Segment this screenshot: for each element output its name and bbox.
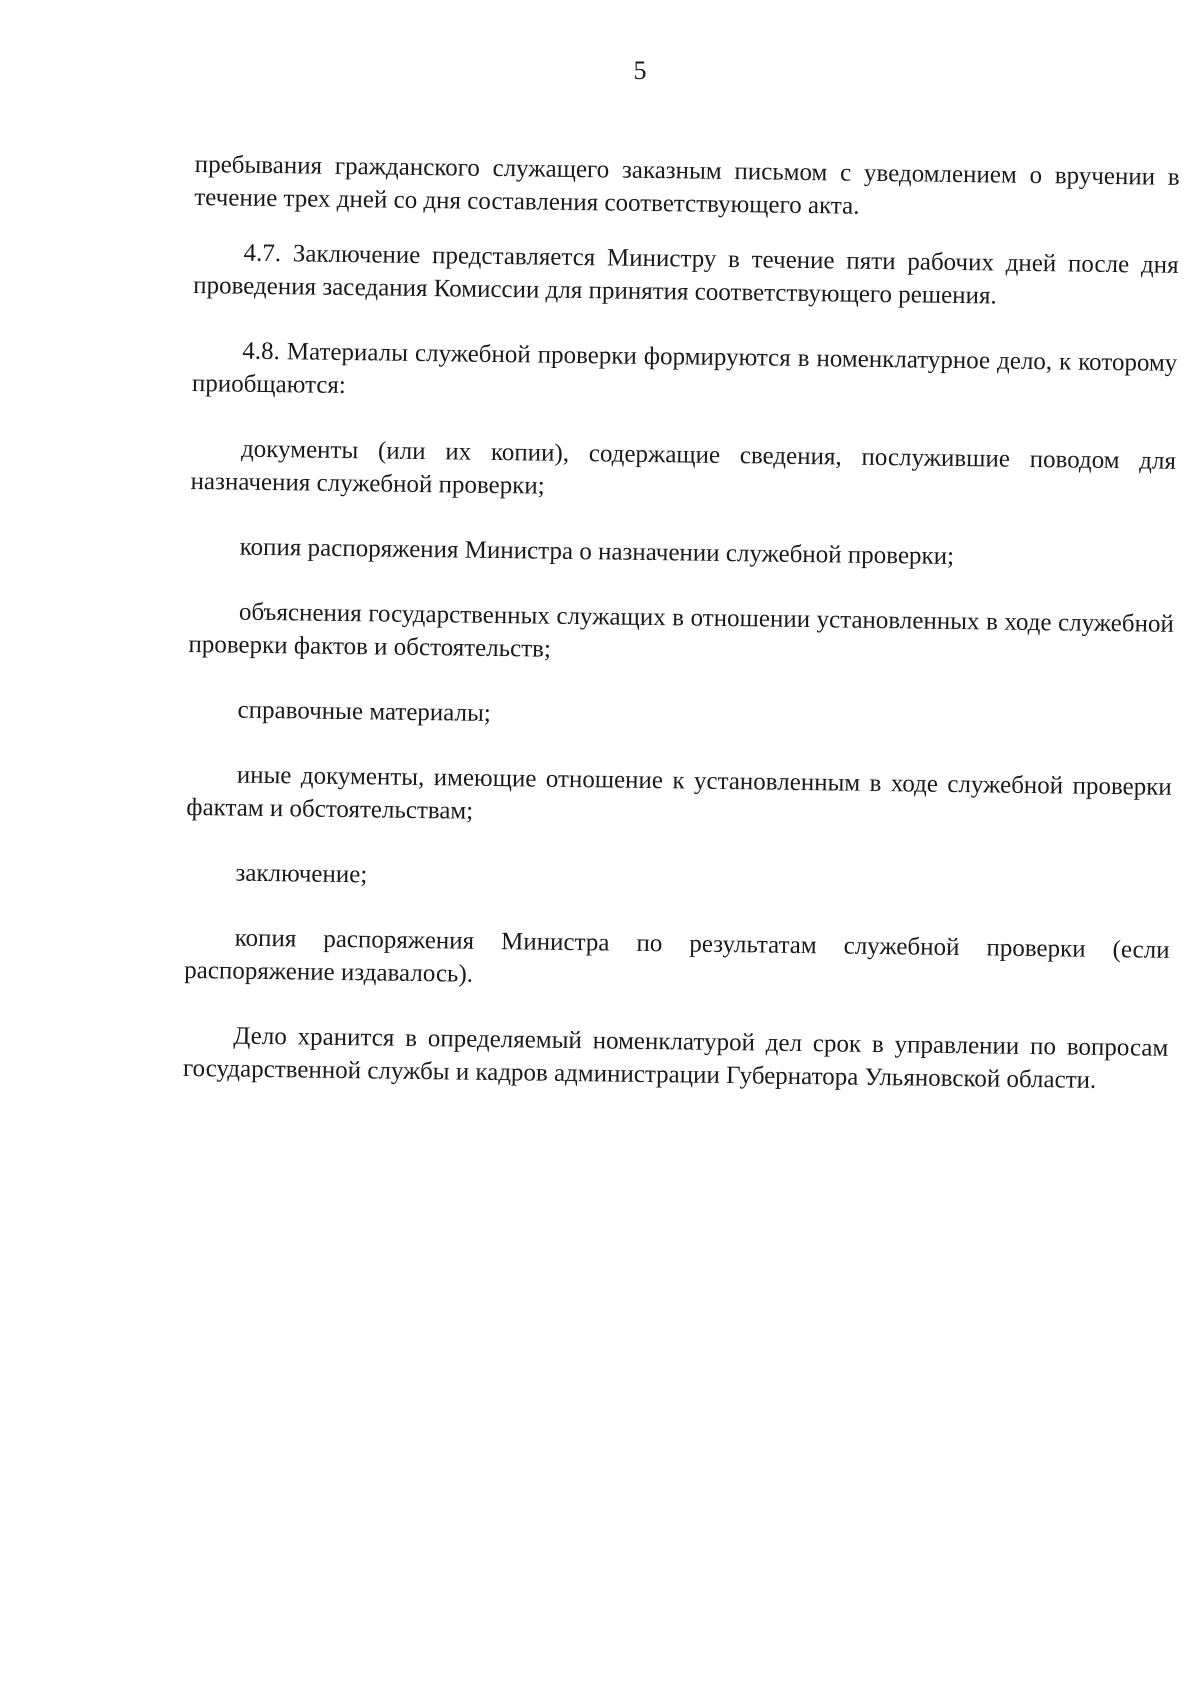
- list-item-documents: документы (или их копии), содержащие сведения, послужившие поводом для назначения служебной проверки;: [190, 435, 1177, 500]
- paragraph-storage: Дело хранится в определяемый номенклатурой дел срок в управлении по вопросам государственной службы и кадров администрации Губернатора Ульяновской области.: [182, 1022, 1169, 1094]
- page-number: 5: [633, 56, 647, 85]
- list-item-conclusion: заключение;: [235, 859, 368, 889]
- paragraph-4-8: 4.8. Материалы служебной проверки формируются в номенклатурное дело, к которому приобщаются:: [191, 337, 1178, 399]
- document-body: [182, 148, 1179, 1120]
- paragraph-4-7: 4.7. Заключение представляется Министру в течение пяти рабочих дней после дня проведения заседания Комиссии для принятия соответствующего решения.: [193, 239, 1179, 310]
- list-item-reference-materials: справочные материалы;: [237, 696, 491, 727]
- list-item-order-copy: копия распоряжения Министра о назначении служебной проверки;: [239, 533, 955, 570]
- list-item-explanations: объяснения государственных служащих в отношении установленных в ходе служебной проверки фактов и обстоятельств;: [188, 598, 1175, 663]
- list-item-results-order-copy: копия распоряжения Министра по результатам служебной проверки (если распоряжение издавалось).: [184, 924, 1170, 988]
- paragraph-continuation: пребывания гражданского служащего заказным письмом с уведомлением о вручении в течение трех дней со дня составления соответствующего акта.: [194, 150, 1180, 220]
- list-item-other-documents: иные документы, имеющие отношение к установленным в ходе служебной проверки фактам и обстоятельствам;: [186, 761, 1172, 825]
